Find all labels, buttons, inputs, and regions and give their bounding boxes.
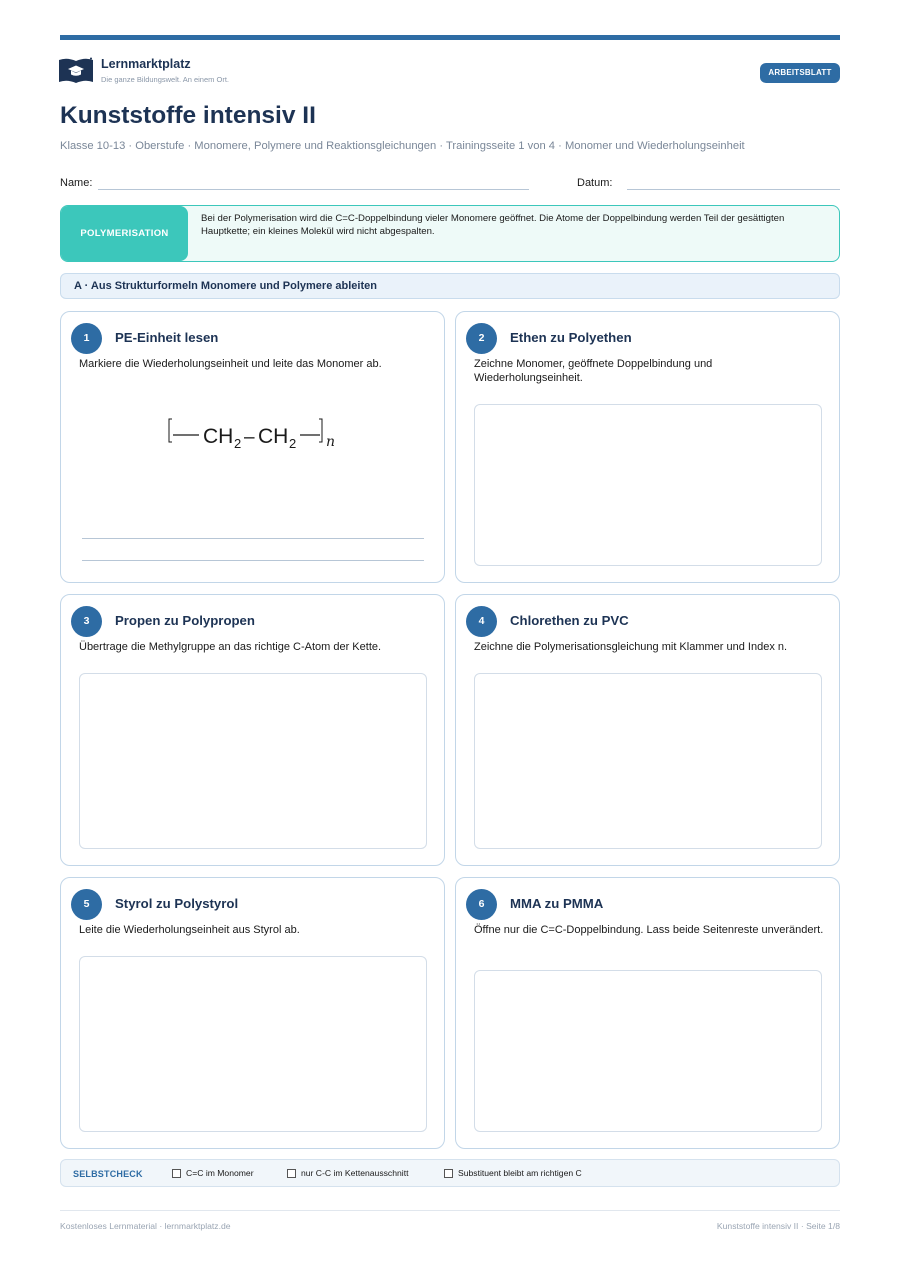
task-number: 6 (466, 889, 497, 920)
formula-left-sub: 2 (234, 436, 242, 451)
task-title: MMA zu PMMA (510, 896, 604, 911)
name-label: Name: (60, 177, 93, 189)
task-text: Öffne nur die C=C-Doppelbindung. Lass beide Seitenreste unverändert. (474, 924, 824, 936)
task-text: Leite die Wiederholungseinheit aus Styrol ab. (79, 924, 300, 936)
writing-line[interactable] (82, 560, 424, 561)
answer-box[interactable] (79, 673, 427, 849)
page-title: Kunststoffe intensiv II (60, 102, 316, 129)
task-title: Chlorethen zu PVC (510, 613, 629, 628)
page-subtitle: Klasse 10-13 · Oberstufe · Monomere, Polymere und Reaktionsgleichungen · Trainingsseite 1 von 4 · Monomer und Wiederholungseinheit (60, 140, 745, 152)
selfcheck-item-label: Substituent bleibt am richtigen C (458, 1168, 582, 1178)
info-text: Bei der Polymerisation wird die C=C-Doppelbindung vieler Monomere geöffnet. Die Atome der Doppelbindung werden Teil der gesättigten Hauptkette; ein kleines Molekül wird nicht abgespalten. (201, 213, 785, 237)
formula-right-group: CH (258, 425, 289, 448)
task-card-2 (455, 311, 840, 583)
task-card-4 (455, 594, 840, 866)
writing-line[interactable] (82, 538, 424, 539)
date-label: Datum: (577, 177, 613, 189)
answer-box[interactable] (474, 970, 822, 1132)
task-number: 1 (71, 323, 102, 354)
formula-index: n (326, 434, 336, 450)
brand[interactable] (58, 56, 229, 86)
selfcheck-label: SELBSTCHECK (73, 1169, 143, 1179)
task-title: Ethen zu Polyethen (510, 330, 632, 345)
checkbox[interactable] (287, 1169, 296, 1178)
checkbox[interactable] (172, 1169, 181, 1178)
task-card-1 (60, 311, 445, 583)
date-field[interactable] (627, 189, 840, 190)
formula-dash: – (244, 427, 255, 448)
footer-left: Kostenloses Lernmaterial · lernmarktplatz.de (60, 1221, 231, 1231)
task-text: Zeichne die Polymerisationsgleichung mit Klammer und Index n. (474, 641, 788, 653)
top-accent-bar (60, 35, 840, 40)
task-text: Markiere die Wiederholungseinheit und leite das Monomer ab. (79, 358, 382, 370)
info-tag: POLYMERISATION (61, 206, 188, 261)
svg-text:CH (203, 425, 233, 448)
formula-right-sub: 2 (289, 436, 297, 451)
name-field[interactable] (98, 189, 529, 190)
answer-box[interactable] (474, 404, 822, 566)
pe-structural-formula (161, 412, 361, 452)
task-text: Übertrage die Methylgruppe an das richtige C-Atom der Kette. (79, 641, 382, 653)
formula-left-group: CH (203, 425, 234, 448)
task-title: Propen zu Polypropen (115, 613, 255, 628)
graduation-cap-book-icon (58, 56, 94, 86)
section-heading: A · Aus Strukturformeln Monomere und Polymere ableiten (60, 273, 840, 299)
task-number: 2 (466, 323, 497, 354)
task-card-3 (60, 594, 445, 866)
task-number: 5 (71, 889, 102, 920)
answer-box[interactable] (474, 673, 822, 849)
selfcheck-item[interactable] (444, 1168, 582, 1178)
task-number: 3 (71, 606, 102, 637)
brand-name: Lernmarktplatz (101, 57, 191, 71)
task-number: 4 (466, 606, 497, 637)
task-card-5 (60, 877, 445, 1149)
task-card-6 (455, 877, 840, 1149)
selfcheck-item-label: C=C im Monomer (186, 1168, 254, 1178)
task-title: Styrol zu Polystyrol (115, 896, 239, 911)
info-box (60, 205, 840, 262)
checkbox[interactable] (444, 1169, 453, 1178)
selfcheck-item[interactable] (172, 1168, 254, 1178)
answer-box[interactable] (79, 956, 427, 1132)
selfcheck-bar (60, 1159, 840, 1187)
brand-tagline: Die ganze Bildungswelt. An einem Ort. (101, 75, 229, 84)
worksheet-badge: ARBEITSBLATT (760, 63, 840, 83)
selfcheck-item[interactable] (287, 1168, 408, 1178)
task-text: Zeichne Monomer, geöffnete Doppelbindung und Wiederholungseinheit. (474, 358, 713, 384)
task-title: PE-Einheit lesen (115, 330, 219, 345)
footer-divider (60, 1210, 840, 1211)
footer-right: Kunststoffe intensiv II · Seite 1/8 (716, 1221, 840, 1231)
selfcheck-item-label: nur C-C im Kettenausschnitt (301, 1168, 409, 1178)
